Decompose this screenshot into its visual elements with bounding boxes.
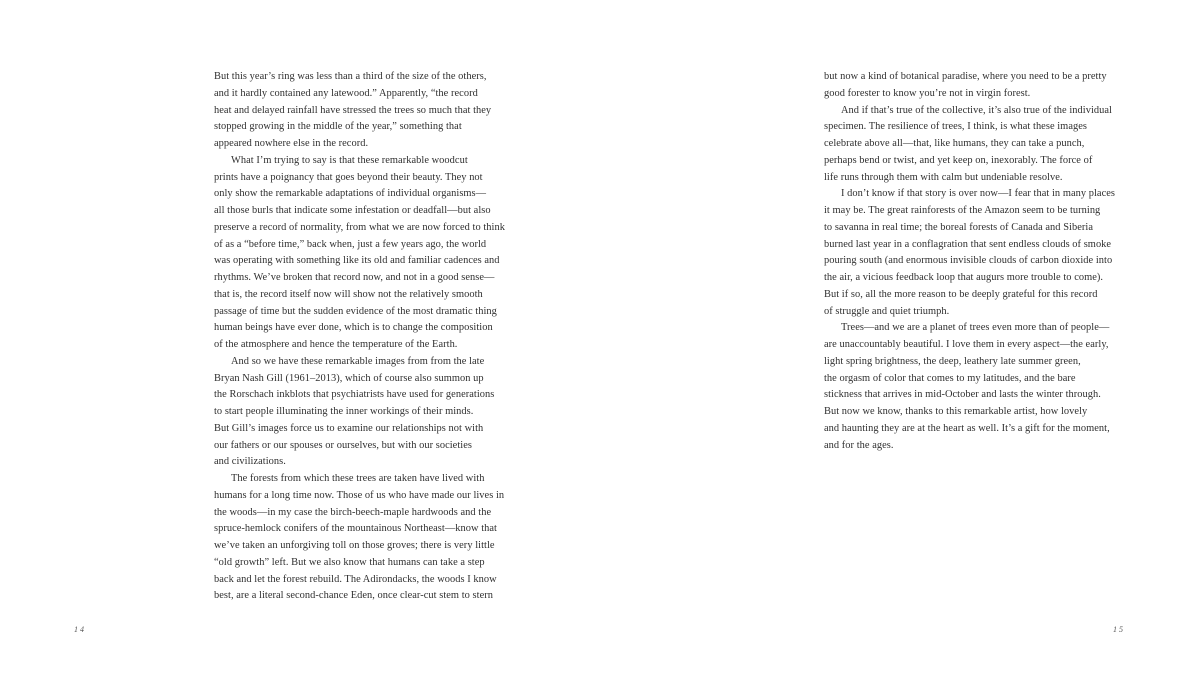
text-line: rhythms. We’ve broken that record now, and not in a good sense— <box>214 272 495 283</box>
left-page-body-text <box>214 69 519 605</box>
text-line: The forests from which these trees are taken have lived with <box>231 473 485 484</box>
text-line: the orgasm of color that comes to my latitudes, and the bare <box>824 372 1076 384</box>
text-line: But now we know, thanks to this remarkable artist, how lovely <box>824 406 1088 417</box>
text-line: burned last year in a conflagration that sent endless clouds of smoke <box>824 238 1112 250</box>
text-line: What I’m trying to say is that these remarkable woodcut <box>231 154 468 166</box>
text-line: Bryan Nash Gill (1961–2013), which of course also summon up <box>214 372 484 384</box>
text-line: our fathers or our spouses or ourselves, but with our societies <box>214 439 472 451</box>
text-line: perhaps bend or twist, and yet keep on, inexorably. The force of <box>824 154 1093 166</box>
text-line: prints have a poignancy that goes beyond their beauty. They not <box>214 171 483 183</box>
text-line: to savanna in real time; the boreal forests of Canada and Siberia <box>824 221 1093 233</box>
text-line: it may be. The great rainforests of the Amazon seem to be turning <box>824 205 1101 216</box>
text-line: of struggle and quiet triumph. <box>824 305 950 317</box>
text-line: of as a “before time,” back when, just a few years ago, the world <box>214 238 487 250</box>
text-line: of the atmosphere and hence the temperature of the Earth. <box>214 339 458 350</box>
text-line: passage of time but the sudden evidence of the most dramatic thing <box>214 305 497 317</box>
text-line: Trees—and we are a planet of trees even more than of people— <box>841 322 1110 334</box>
right-page-body-text <box>824 69 1129 454</box>
text-line: light spring brightness, the deep, leathery late summer green, <box>824 355 1081 367</box>
text-line: I don’t know if that story is over now—I fear that in many places <box>841 188 1116 200</box>
right-page-number: 15 <box>1113 625 1125 634</box>
text-line: human beings have ever done, which is to change the composition <box>214 322 493 334</box>
text-line: best, are a literal second-chance Eden, once clear-cut stem to stern <box>214 590 493 602</box>
text-line: to start people illuminating the inner workings of their minds. <box>214 406 474 417</box>
text-line: specimen. The resilience of trees, I think, is what these images <box>824 121 1087 133</box>
text-line: spruce-hemlock conifers of the mountainous Northeast—know that <box>214 523 497 535</box>
text-line: “old growth” left. But we also know that humans can take a step <box>214 556 485 568</box>
text-line: stopped growing in the middle of the year,” something that <box>214 121 462 133</box>
text-line: stickness that arrives in mid-October and lasts the winter through. <box>824 389 1101 401</box>
text-line: the woods—in my case the birch-beech-maple hardwoods and the <box>214 506 492 518</box>
text-line: the Rorschach inkblots that psychiatrists have used for generations <box>214 389 495 401</box>
text-line: only show the remarkable adaptations of individual organisms— <box>214 188 487 200</box>
text-line: preserve a record of normality, from what we are now forced to think <box>214 221 505 233</box>
text-line: we’ve taken an unforgiving toll on those groves; there is very little <box>214 540 495 551</box>
text-line: And if that’s true of the collective, it’s also true of the individual <box>841 104 1112 116</box>
right-page <box>600 0 1200 676</box>
left-page-number: 14 <box>74 625 86 634</box>
text-line: pouring south (and enormous invisible clouds of carbon dioxide into <box>824 255 1113 267</box>
text-line: back and let the forest rebuild. The Adirondacks, the woods I know <box>214 573 497 585</box>
text-line: that is, the record itself now will show not the relatively smooth <box>214 288 483 300</box>
text-line: and it hardly contained any latewood.” Apparently, “the record <box>214 87 478 99</box>
text-line: and haunting they are at the heart as well. It’s a gift for the moment, <box>824 422 1110 434</box>
text-line: heat and delayed rainfall have stressed the trees so much that they <box>214 104 492 116</box>
text-line: But Gill’s images force us to examine our relationships not with <box>214 422 484 434</box>
text-line: and civilizations. <box>214 456 286 468</box>
text-line: But this year’s ring was less than a third of the size of the others, <box>214 71 487 82</box>
text-line: was operating with something like its old and familiar cadences and <box>214 255 500 267</box>
text-line: but now a kind of botanical paradise, where you need to be a pretty <box>824 71 1107 82</box>
text-line: are unaccountably beautiful. I love them in every aspect—the early, <box>824 339 1109 350</box>
text-line: celebrate above all—that, like humans, they can take a punch, <box>824 138 1085 149</box>
text-line: And so we have these remarkable images from from the late <box>231 355 485 367</box>
text-line: But if so, all the more reason to be deeply grateful for this record <box>824 288 1098 300</box>
text-line: good forester to know you’re not in virgin forest. <box>824 87 1031 99</box>
text-line: the air, a vicious feedback loop that augurs more trouble to come). <box>824 272 1104 283</box>
text-line: life runs through them with calm but undeniable resolve. <box>824 171 1063 183</box>
text-line: humans for a long time now. Those of us who have made our lives in <box>214 489 505 501</box>
text-line: appeared nowhere else in the record. <box>214 138 369 149</box>
text-line: and for the ages. <box>824 439 894 451</box>
text-line: all those burls that indicate some infestation or deadfall—but also <box>214 205 491 216</box>
